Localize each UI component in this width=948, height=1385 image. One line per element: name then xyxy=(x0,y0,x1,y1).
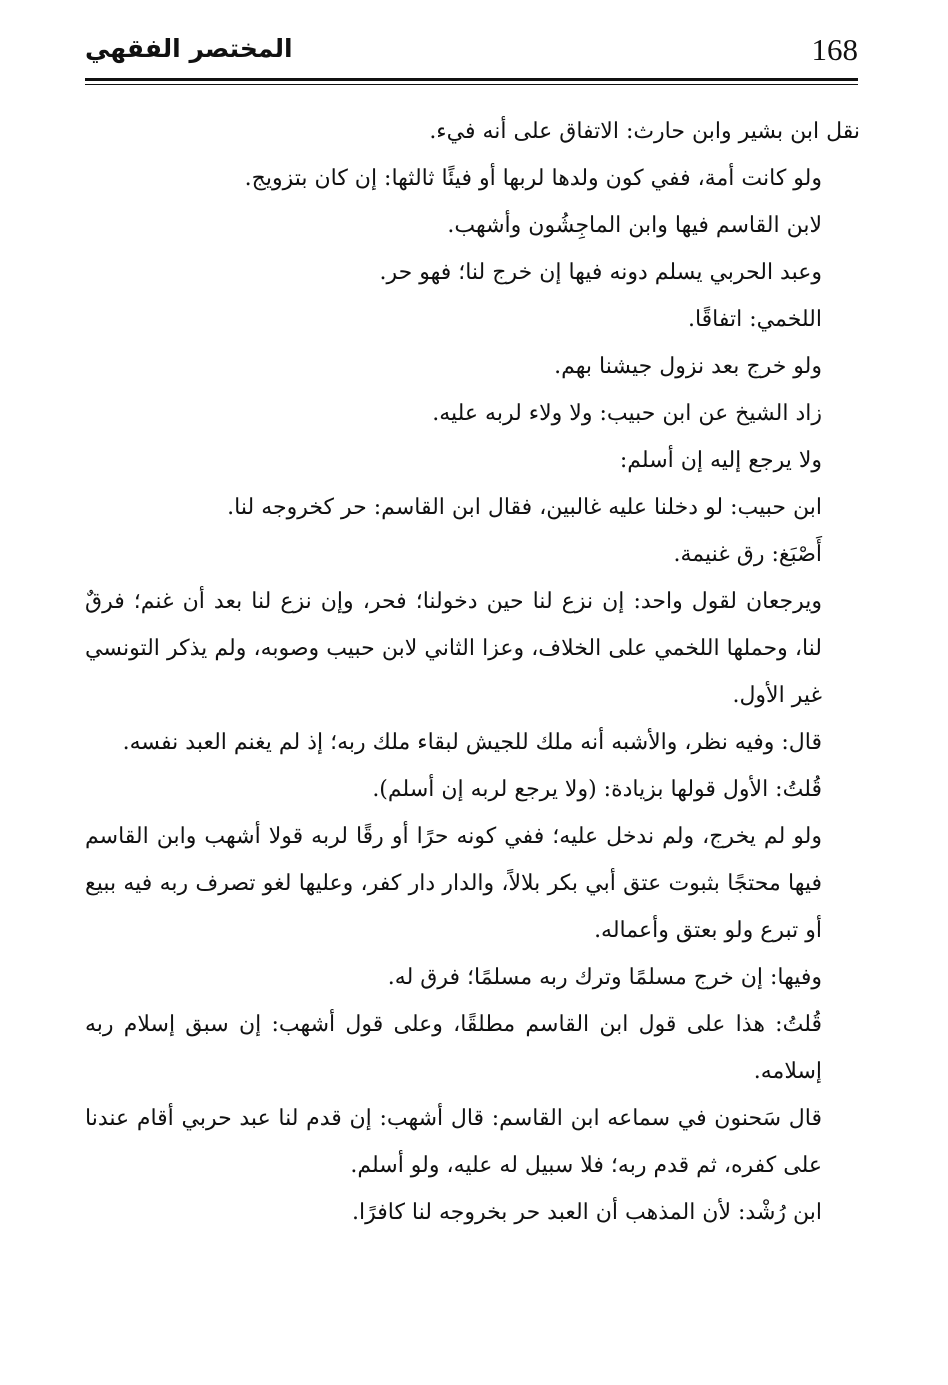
paragraph: قُلتُ: الأول قولها بزيادة: (ولا يرجع لربه إن أسلم). xyxy=(372,777,822,802)
paragraph: ولو لم يخرج، ولم ندخل عليه؛ ففي كونه حرًا أو رقًا لربه قولا أشهب وابن القاسم فيها محتجًا بثبوت عتق أبي بكر بلالاً، والدار دار كفر، وعليها لغو تصرف ربه فيه ببيع أو تبرع ولو بعتق وأعماله. xyxy=(85,824,822,943)
paragraph: ولو خرج بعد نزول جيشنا بهم. xyxy=(554,354,822,379)
paragraph: ولو كانت أمة، ففي كون ولدها لربها أو فيئًا ثالثها: إن كان بتزويج. xyxy=(244,166,822,191)
paragraph: قال: وفيه نظر، والأشبه أنه ملك للجيش لبقاء ملك ربه؛ إذ لم يغنم العبد نفسه. xyxy=(122,730,822,755)
page-header xyxy=(85,22,858,86)
paragraph: وعبد الحربي يسلم دونه فيها إن خرج لنا؛ فهو حر. xyxy=(379,260,822,285)
paragraph: ويرجعان لقول واحد: إن نزع لنا حين دخولنا؛ فحر، وإن نزع لنا بعد أن غنم؛ فرقٌ لنا، وحملها اللخمي على الخلاف، وعزا الثاني لابن حبيب وصوبه، ولم يذكر التونسي غير الأول. xyxy=(85,589,822,708)
book-title: المختصر الفقهي xyxy=(85,34,293,63)
paragraph: اللخمي: اتفاقًا. xyxy=(687,307,822,332)
paragraph: أَصْبَغ: رق غنيمة. xyxy=(673,542,822,567)
paragraph: ابن حبيب: لو دخلنا عليه غالبين، فقال ابن القاسم: حر كخروجه لنا. xyxy=(227,495,822,520)
paragraph: ابن رُشْد: لأن المذهب أن العبد حر بخروجه لنا كافرًا. xyxy=(351,1200,822,1225)
paragraph: لابن القاسم فيها وابن الماجِشُون وأشهب. xyxy=(447,213,822,238)
page-number: 168 xyxy=(811,32,858,67)
paragraph: زاد الشيخ عن ابن حبيب: ولا ولاء لربه عليه. xyxy=(432,401,822,426)
page-body xyxy=(85,108,860,1236)
header-rule-thick xyxy=(85,78,858,81)
header-rule-thin xyxy=(85,84,858,85)
paragraph: ولا يرجع إليه إن أسلم: xyxy=(619,448,822,473)
paragraph: نقل ابن بشير وابن حارث: الاتفاق على أنه فيء. xyxy=(429,119,860,144)
paragraph: قال سَحنون في سماعه ابن القاسم: قال أشهب: إن قدم لنا عبد حربي أقام عندنا على كفره، ثم قدم ربه؛ فلا سبيل له عليه، ولو أسلم. xyxy=(85,1106,822,1178)
paragraph: قُلتُ: هذا على قول ابن القاسم مطلقًا، وعلى قول أشهب: إن سبق إسلام ربه إسلامه. xyxy=(85,1012,822,1084)
paragraph: وفيها: إن خرج مسلمًا وترك ربه مسلمًا؛ فرق له. xyxy=(387,965,822,990)
